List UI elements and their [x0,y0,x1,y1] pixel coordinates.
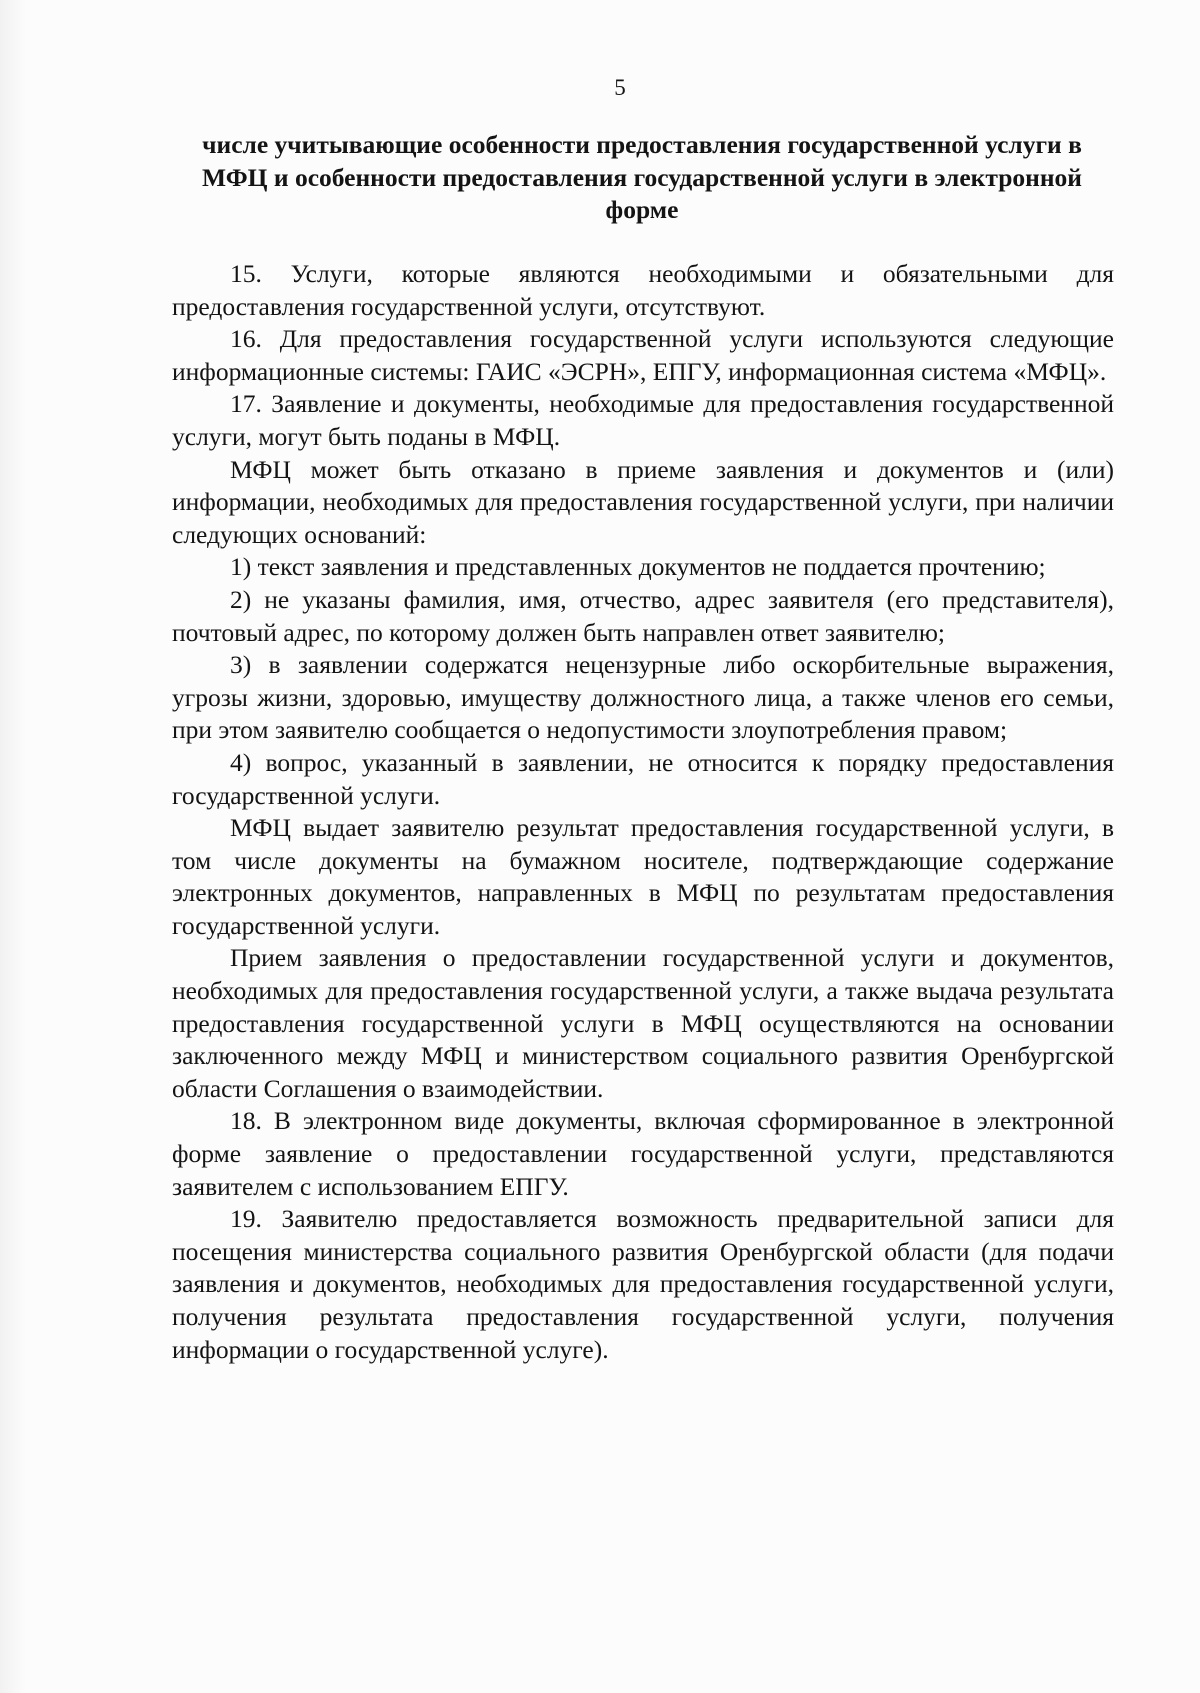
paragraph-16: 16. Для предоставления государственной услуги используются следующие информационные системы: ГАИС «ЭСРН», ЕПГУ, информационная система «МФЦ». [172,324,1114,386]
list-item-2: 2) не указаны фамилия, имя, отчество, адрес заявителя (его представителя), почтовый адрес, по которому должен быть направлен ответ заявителю; [172,584,1114,647]
section-heading: числе учитывающие особенности предоставления государственной услуги в МФЦ и особенности предоставления государственной услуги в электронной форме [202,130,1082,224]
page-number: 5 [614,75,626,100]
paragraph-result-issue: МФЦ выдает заявителю результат предоставления государственной услуги, в том числе документы на бумажном носителе, подтверждающие содержание электронных документов, направленных в МФЦ по результатам предоставления государственной услуги. [172,813,1114,940]
paragraph-15: 15. Услуги, которые являются необходимыми и обязательными для предоставления государственной услуги, отсутствуют. [172,259,1114,321]
document-body [172,258,1114,1366]
list-item-3: 3) в заявлении содержатся нецензурные либо оскорбительные выражения, угрозы жизни, здоровью, имуществу должностного лица, а также членов его семьи, при этом заявителю сообщается о недопустимости злоупотребления правом; [172,650,1114,745]
list-item-1: 1) текст заявления и представленных документов не поддается прочтению; [230,552,1046,582]
paragraph-refusal-grounds: МФЦ может быть отказано в приеме заявления и документов и (или) информации, необходимых для предоставления государственной услуги, при наличии следующих оснований: [172,454,1114,549]
paragraph-17: 17. Заявление и документы, необходимые для предоставления государственной услуги, могут быть поданы в МФЦ. [172,389,1114,451]
scan-shadow [0,0,26,1693]
paragraph-19: 19. Заявителю предоставляется возможность предварительной записи для посещения министерства социального развития Оренбургской области (для подачи заявления и документов, необходимых для предоставления государственной услуги, получения результата предоставления государственной услуги, получения информации о государственной услуге). [172,1204,1114,1364]
paragraph-reception: Прием заявления о предоставлении государственной услуги и документов, необходимых для предоставления государственной услуги, а также выдача результата предоставления государственной услуги в МФЦ осуществляются на основании заключенного между МФЦ и министерством социального развития Оренбургской области Соглашения о взаимодействии. [172,943,1114,1103]
list-item-4: 4) вопрос, указанный в заявлении, не относится к порядку предоставления государственной услуги. [172,747,1114,810]
paragraph-18: 18. В электронном виде документы, включая сформированное в электронной форме заявление о предоставлении государственной услуги, представляются заявителем с использованием ЕПГУ. [172,1106,1114,1201]
